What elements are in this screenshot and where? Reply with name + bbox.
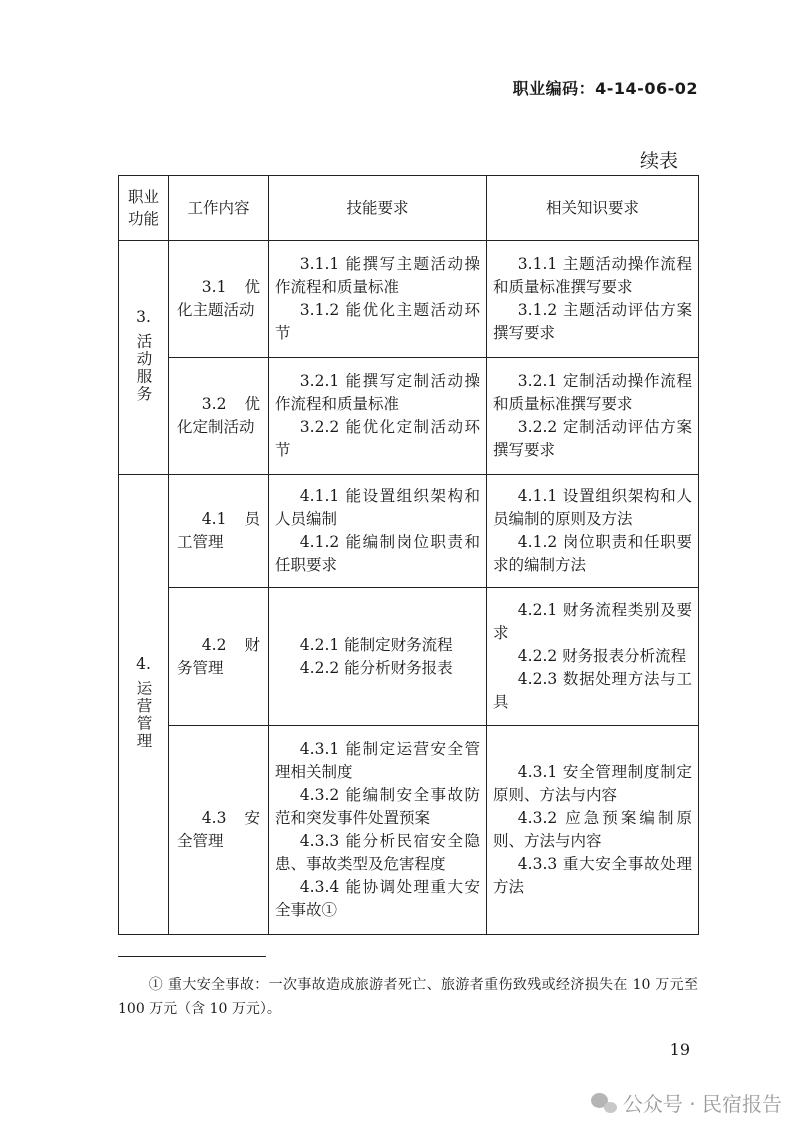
table-row bbox=[119, 475, 699, 588]
footnote: ① 重大安全事故：一次事故造成旅游者死亡、旅游者重伤致残或经济损失在 10 万元至 100 万元（含 10 万元）。 bbox=[118, 977, 698, 1017]
continued-table-label: 续表 bbox=[639, 150, 678, 172]
work-content: 3.1 优化主题活动 bbox=[169, 241, 269, 358]
header-work-content: 工作内容 bbox=[169, 176, 269, 241]
knowledge-cell: 3.2.1 定制活动操作流程和质量标准撰写要求 3.2.2 定制活动评估方案撰写要求 bbox=[487, 358, 699, 475]
function-name: 运营管理 bbox=[134, 679, 153, 750]
function-name: 活动服务 bbox=[134, 332, 153, 403]
work-content: 4.1 员工管理 bbox=[169, 475, 269, 588]
occupation-code: 职业编码：4-14-06-02 bbox=[512, 79, 698, 98]
watermark bbox=[591, 1088, 782, 1117]
skills-table bbox=[118, 175, 699, 935]
knowledge-cell: 4.2.1 财务流程类别及要求 4.2.2 财务报表分析流程 4.2.3 数据处理方法与工具 bbox=[487, 588, 699, 726]
knowledge-cell: 4.3.1 安全管理制度制定原则、方法与内容 4.3.2 应急预案编制原则、方法与内容 4.3.3 重大安全事故处理方法 bbox=[487, 726, 699, 935]
header-skills: 技能要求 bbox=[269, 176, 487, 241]
skills-cell: 3.2.1 能撰写定制活动操作流程和质量标准 3.2.2 能优化定制活动环节 bbox=[269, 358, 487, 475]
function-cell-operations bbox=[119, 475, 169, 935]
function-number: 3. bbox=[136, 307, 151, 326]
table-row bbox=[119, 241, 699, 358]
function-number: 4. bbox=[136, 654, 151, 673]
skills-cell: 4.2.1 能制定财务流程 4.2.2 能分析财务报表 bbox=[269, 588, 487, 726]
skills-cell: 4.1.1 能设置组织架构和人员编制 4.1.2 能编制岗位职责和任职要求 bbox=[269, 475, 487, 588]
knowledge-cell: 4.1.1 设置组织架构和人员编制的原则及方法 4.1.2 岗位职责和任职要求的编制方法 bbox=[487, 475, 699, 588]
watermark-text: 公众号 · 民宿报告 bbox=[622, 1092, 782, 1116]
work-content: 4.2 财务管理 bbox=[169, 588, 269, 726]
page-number: 19 bbox=[669, 1040, 690, 1059]
table-row bbox=[119, 588, 699, 726]
table-row bbox=[119, 726, 699, 935]
knowledge-cell: 3.1.1 主题活动操作流程和质量标准撰写要求 3.1.2 主题活动评估方案撰写要求 bbox=[487, 241, 699, 358]
skills-cell: 4.3.1 能制定运营安全管理相关制度 4.3.2 能编制安全事故防范和突发事件处置预案 4.3.3 能分析民宿安全隐患、事故类型及危害程度 4.3.4 能协调处理重大安全事故① bbox=[269, 726, 487, 935]
work-content: 3.2 优化定制活动 bbox=[169, 358, 269, 475]
table-row bbox=[119, 358, 699, 475]
wechat-icon bbox=[591, 1092, 617, 1114]
footnote-divider bbox=[118, 956, 266, 957]
function-cell-activity bbox=[119, 241, 169, 475]
header-knowledge: 相关知识要求 bbox=[487, 176, 699, 241]
skills-cell: 3.1.1 能撰写主题活动操作流程和质量标准 3.1.2 能优化主题活动环节 bbox=[269, 241, 487, 358]
header-function: 职业 功能 bbox=[119, 176, 169, 241]
table-header-row bbox=[119, 176, 699, 241]
work-content: 4.3 安全管理 bbox=[169, 726, 269, 935]
